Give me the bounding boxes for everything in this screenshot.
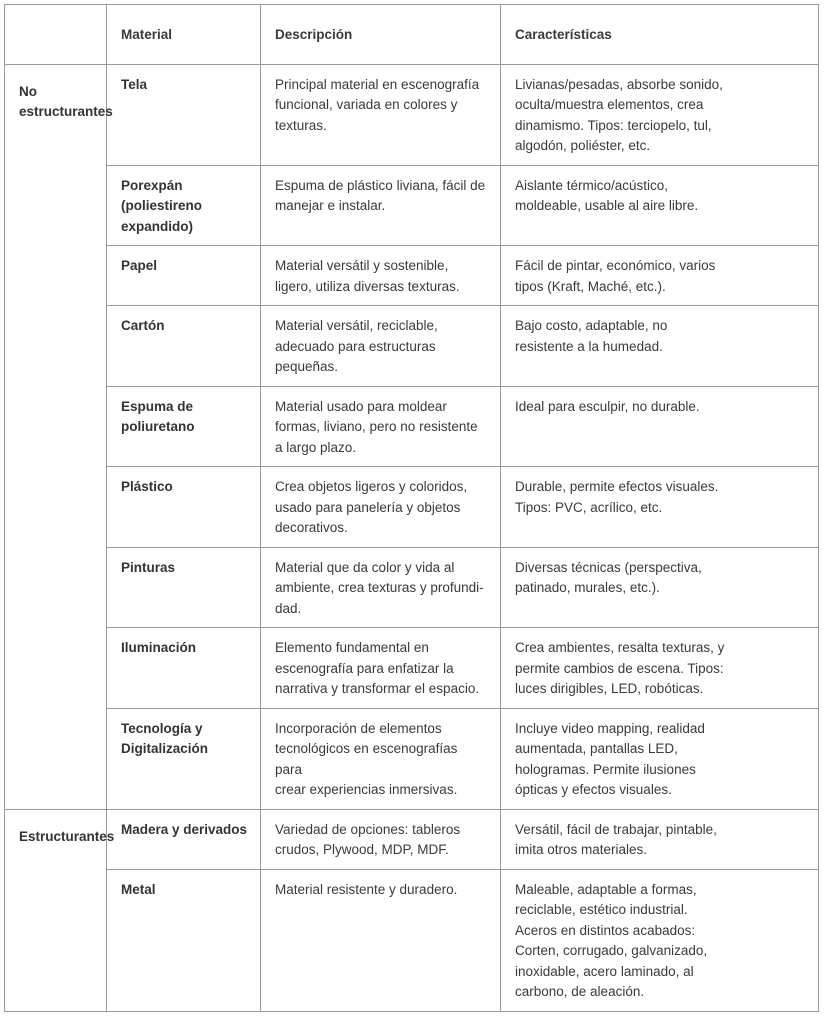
- table-row: [5, 467, 819, 548]
- caracteristicas-cell: Maleable, adaptable a formas, reciclable, estético industrial. Aceros en distintos acabados: Corten, corrugado, galvanizado, inoxidable, acero laminado, al carbono, de aleación.: [501, 869, 819, 1011]
- material-cell: Espuma de poliuretano: [107, 386, 261, 467]
- table-row: [5, 165, 819, 246]
- material-cell: Metal: [107, 869, 261, 1011]
- material-cell: Cartón: [107, 306, 261, 387]
- table-row: [5, 708, 819, 809]
- table-row: [5, 246, 819, 306]
- descripcion-cell: Elemento fundamental en escenografía para enfatizar la narrativa y transformar el espacio.: [261, 628, 501, 709]
- table-row: [5, 869, 819, 1011]
- descripcion-cell: Espuma de plástico liviana, fácil de manejar e instalar.: [261, 165, 501, 246]
- descripcion-cell: Material versátil y sostenible, ligero, utiliza diversas texturas.: [261, 246, 501, 306]
- table-row: [5, 306, 819, 387]
- header-row: [5, 5, 819, 65]
- material-cell: Tecnología y Digitalización: [107, 708, 261, 809]
- descripcion-cell: Crea objetos ligeros y coloridos, usado para panelería y objetos decorativos.: [261, 467, 501, 548]
- descripcion-cell: Material versátil, reciclable, adecuado para estructuras pequeñas.: [261, 306, 501, 387]
- group-label: Estructurantes: [5, 809, 107, 1011]
- caracteristicas-cell: Bajo costo, adaptable, no resistente a la humedad.: [501, 306, 819, 387]
- table-row: [5, 628, 819, 709]
- header-descripcion: Descripción: [261, 5, 501, 65]
- descripcion-cell: Variedad de opciones: tableros crudos, Plywood, MDP, MDF.: [261, 809, 501, 869]
- header-material: Material: [107, 5, 261, 65]
- descripcion-cell: Material que da color y vida al ambiente, crea texturas y profundi- dad.: [261, 547, 501, 628]
- descripcion-cell: Principal material en escenografía funcional, variada en colores y texturas.: [261, 64, 501, 165]
- descripcion-cell: Material usado para moldear formas, liviano, pero no resistente a largo plazo.: [261, 386, 501, 467]
- material-cell: Pinturas: [107, 547, 261, 628]
- descripcion-cell: Material resistente y duradero.: [261, 869, 501, 1011]
- material-cell: Porexpán (poliestireno expandido): [107, 165, 261, 246]
- descripcion-cell: Incorporación de elementos tecnológicos en escenografías para crear experiencias inmersivas.: [261, 708, 501, 809]
- group-label: No estructurantes: [5, 64, 107, 809]
- material-cell: Papel: [107, 246, 261, 306]
- caracteristicas-cell: Incluye video mapping, realidad aumentada, pantallas LED, hologramas. Permite ilusiones ópticas y efectos visuales.: [501, 708, 819, 809]
- material-cell: Plástico: [107, 467, 261, 548]
- table-row: [5, 386, 819, 467]
- caracteristicas-cell: Durable, permite efectos visuales. Tipos: PVC, acrílico, etc.: [501, 467, 819, 548]
- material-cell: Tela: [107, 64, 261, 165]
- material-cell: Iluminación: [107, 628, 261, 709]
- table-body: [5, 64, 819, 1011]
- table-row: [5, 547, 819, 628]
- caracteristicas-cell: Aislante térmico/acústico, moldeable, usable al aire libre.: [501, 165, 819, 246]
- caracteristicas-cell: Diversas técnicas (perspectiva, patinado, murales, etc.).: [501, 547, 819, 628]
- table-row: [5, 809, 819, 869]
- materials-table: [4, 4, 819, 1012]
- material-cell: Madera y derivados: [107, 809, 261, 869]
- caracteristicas-cell: Versátil, fácil de trabajar, pintable, imita otros materiales.: [501, 809, 819, 869]
- header-caracteristicas: Características: [501, 5, 819, 65]
- caracteristicas-cell: Ideal para esculpir, no durable.: [501, 386, 819, 467]
- caracteristicas-cell: Fácil de pintar, económico, varios tipos (Kraft, Maché, etc.).: [501, 246, 819, 306]
- caracteristicas-cell: Crea ambientes, resalta texturas, y permite cambios de escena. Tipos: luces dirigibles, LED, robóticas.: [501, 628, 819, 709]
- header-group: [5, 5, 107, 65]
- table-row: [5, 64, 819, 165]
- caracteristicas-cell: Livianas/pesadas, absorbe sonido, oculta/muestra elementos, crea dinamismo. Tipos: terciopelo, tul, algodón, poliéster, etc.: [501, 64, 819, 165]
